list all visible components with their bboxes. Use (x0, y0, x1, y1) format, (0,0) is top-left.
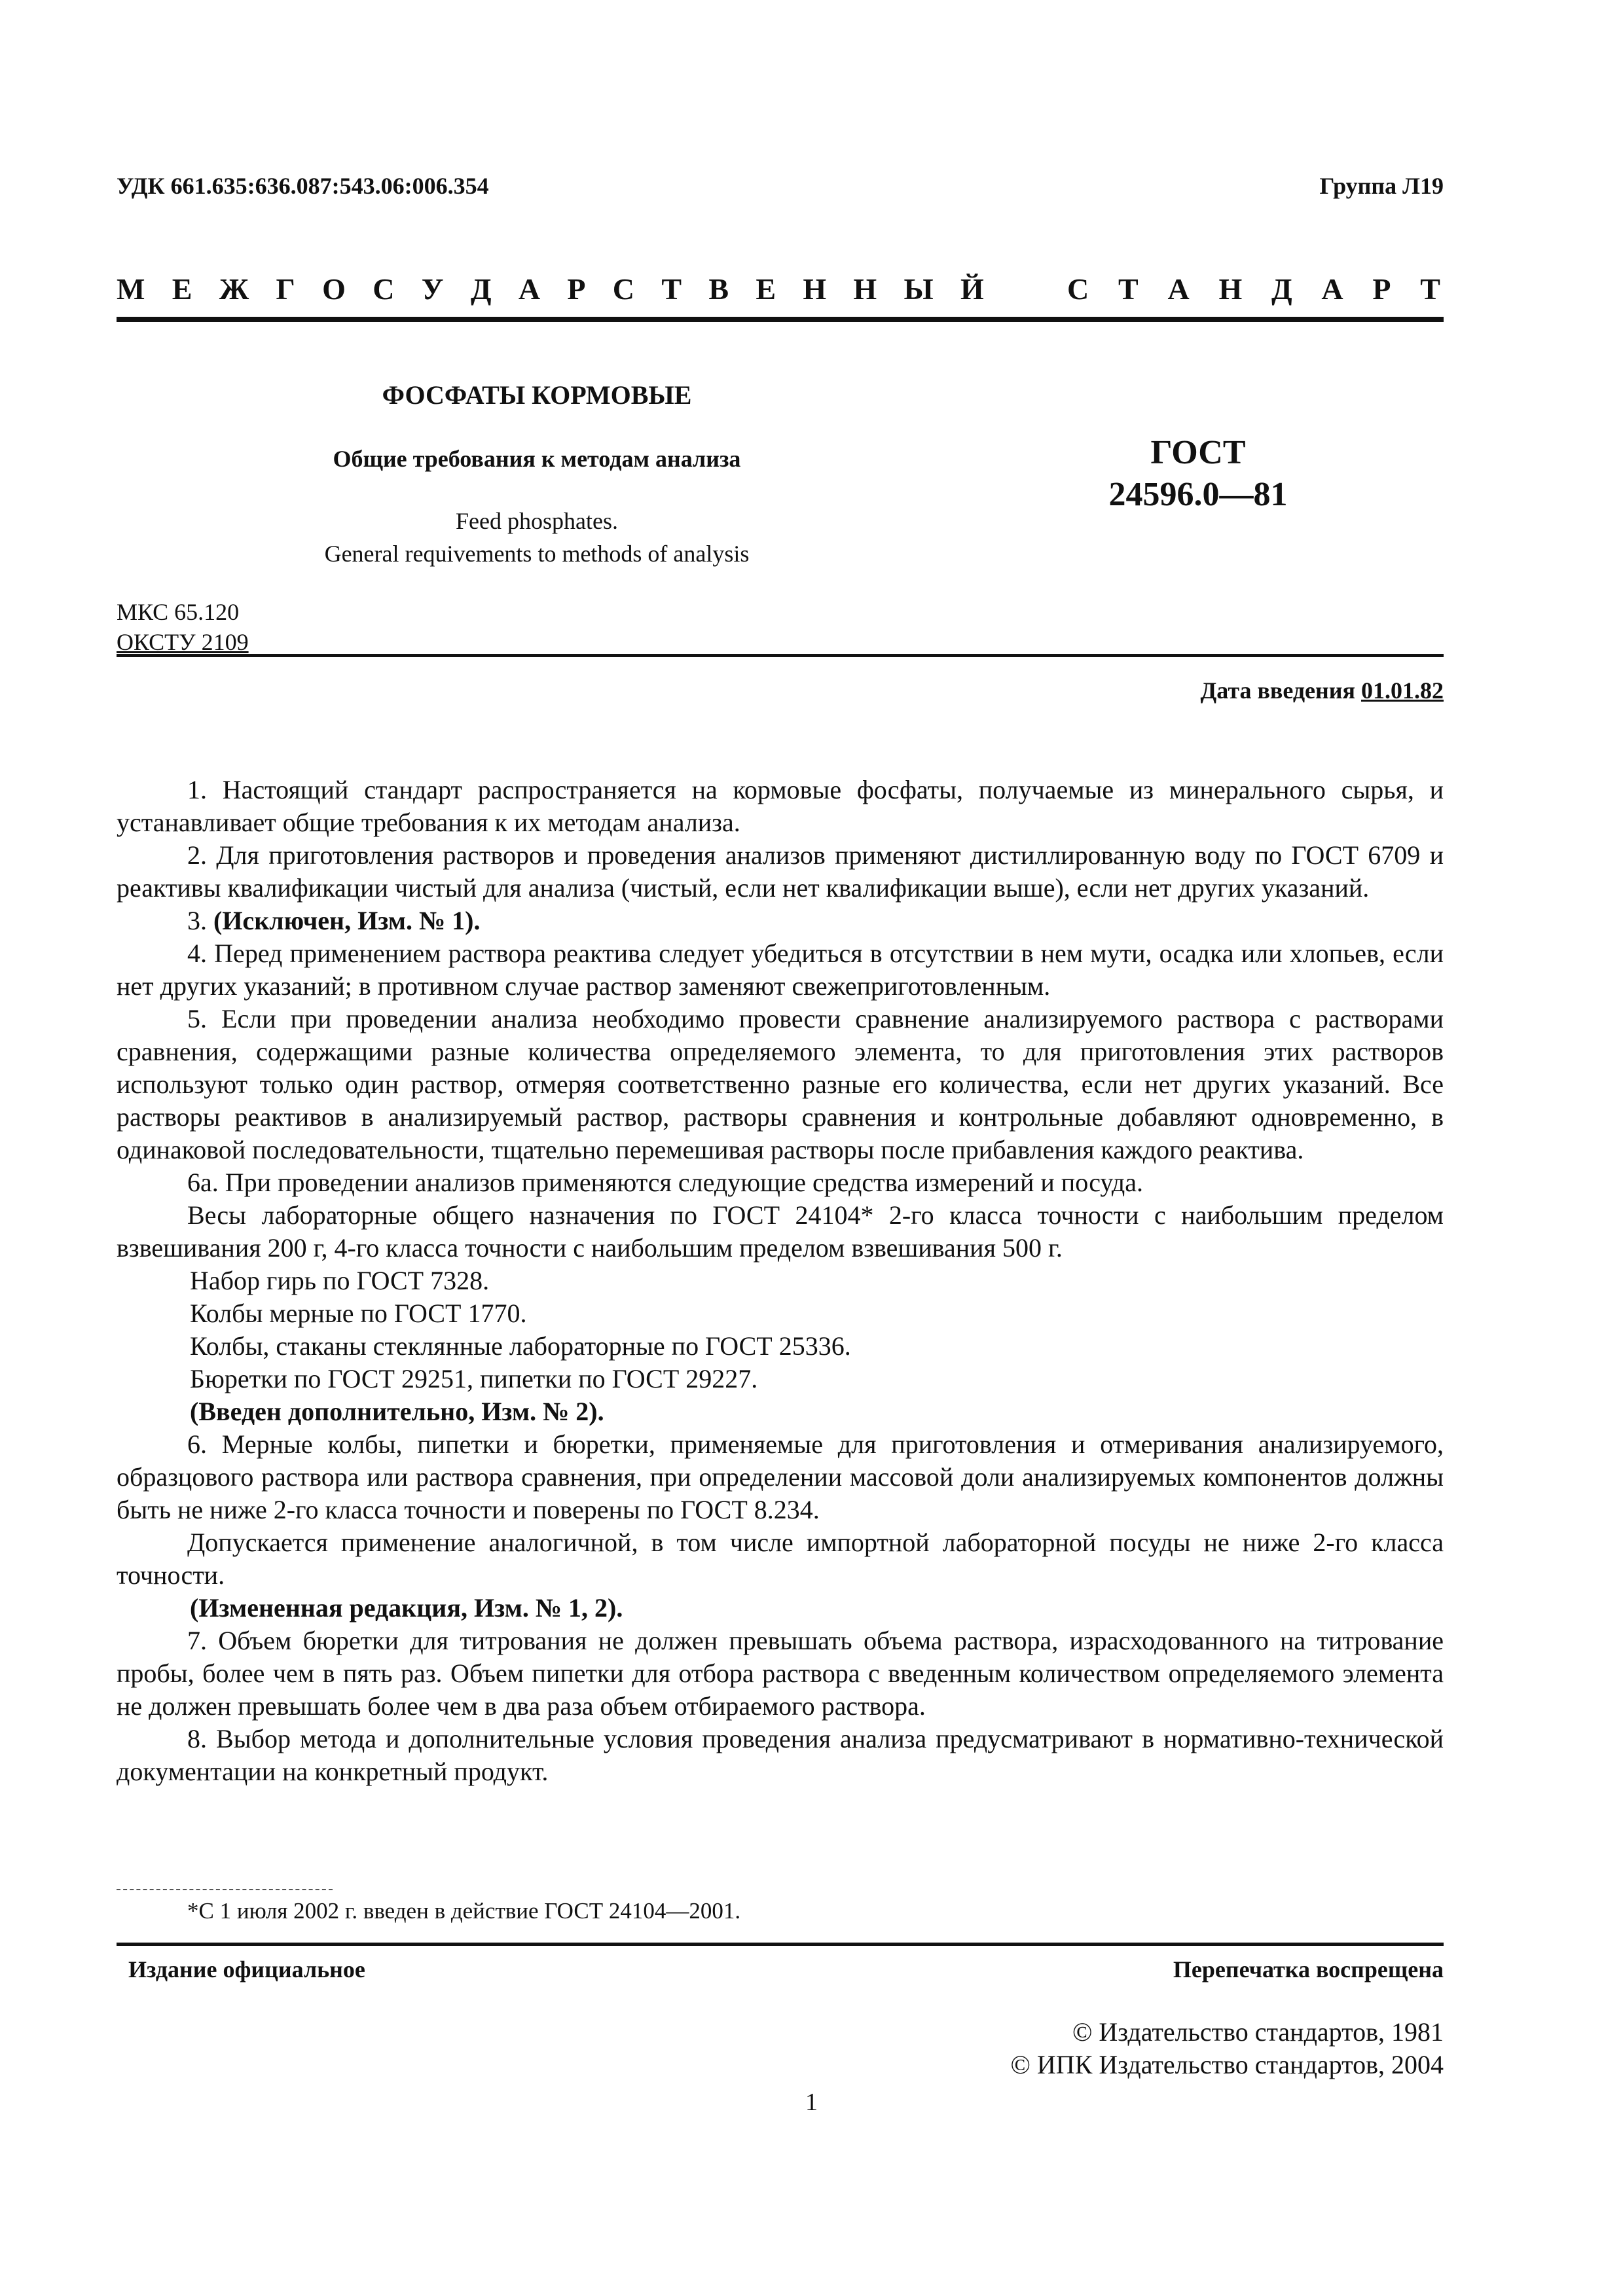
paragraph-5: 5. Если при проведении анализа необходимо провести сравнение анализируемого раствора с растворами сравнения, содержащими разные количества определяемого элемента, то для приготовления этих растворов используют только один раствор, отмеряя соответственно разные его количества, если нет других указаний. Все растворы реактивов в анализируемый раствор, растворы сравнения и контрольные добавляют одновременно, в одинаковой последовательности, тщательно перемешивая растворы после прибавления каждого реактива. (117, 1004, 1444, 1164)
copyright-block (1011, 2016, 1444, 2081)
amendment-note-1-2: (Измененная редакция, Изм. № 1, 2). (190, 1593, 623, 1623)
document-body (117, 774, 1444, 1788)
paragraph-2: 2. Для приготовления растворов и проведения анализов применяют дистиллированную воду по ГОСТ 6709 и реактивы квалификации чистый для анализа (чистый, если нет квалификации выше), если нет других указаний. (117, 840, 1444, 903)
okstu-code: ОКСТУ 2109 (117, 629, 249, 655)
paragraph-7: 7. Объем бюретки для титрования не должен превышать объема раствора, израсходованного на титрование пробы, более чем в пять раз. Объем пипетки для отбора раствора с введенным количеством определяемого элемента не должен превышать более чем в два раза объем отбираемого раствора. (117, 1626, 1444, 1721)
gost-designation (1048, 432, 1349, 516)
copyright-line-2: © ИПК Издательство стандартов, 2004 (1010, 2050, 1444, 2079)
document-subtitle: Общие требования к методам анализа (333, 446, 741, 472)
paragraph-6-allowed: Допускается применение аналогичной, в том числе импортной лабораторной посуды не ниже 2-го класса точности. (117, 1528, 1444, 1590)
paragraph-1: 1. Настоящий стандарт распространяется на кормовые фосфаты, получаемые из минерального сырья, и устанавливает общие требования к их методам анализа. (117, 775, 1444, 837)
introduction-date (1201, 677, 1444, 704)
english-title-line-1: Feed phosphates. (456, 508, 618, 534)
paragraph-8: 8. Выбор метода и дополнительные условия проведения анализа предусматривают в нормативно-технической документации на конкретный продукт. (117, 1724, 1444, 1786)
mks-code: МКС 65.120 (117, 599, 240, 625)
footer-rule (117, 1943, 1444, 1946)
paragraph-6a: 6а. При проведении анализов применяются следующие средства измерений и посуда. (187, 1168, 1144, 1197)
gost-number: 24596.0—81 (1108, 476, 1288, 513)
date-value: 01.01.82 (1361, 677, 1444, 704)
heading-word-2: С Т А Н Д А Р Т (1067, 272, 1444, 306)
document-title: ФОСФАТЫ КОРМОВЫЕ (382, 380, 692, 410)
footnote-separator (117, 1889, 333, 1890)
paragraph-6: 6. Мерные колбы, пипетки и бюретки, применяемые для приготовления и отмеривания анализируемого, образцового раствора или раствора сравнения, при определении массовой доли анализируемых компонентов должны быть не ниже 2-го класса точности и поверены по ГОСТ 8.234. (117, 1429, 1444, 1524)
codes-rule (117, 654, 1444, 657)
reprint-notice: Перепечатка воспрещена (1173, 1956, 1444, 1982)
list-item-burettes: Бюретки по ГОСТ 29251, пипетки по ГОСТ 29227. (190, 1364, 758, 1393)
heading-word-1: М Е Ж Г О С У Д А Р С Т В Е Н Н Ы Й (117, 272, 987, 306)
english-title-line-2: General requivements to methods of analysis (324, 541, 750, 567)
paragraph-4: 4. Перед применением раствора реактива следует убедиться в отсутствии в нем мути, осадка или хлопьев, если нет других указаний; в противном случае раствор заменяют свежеприготовленным. (117, 939, 1444, 1001)
list-item-weights: Набор гирь по ГОСТ 7328. (190, 1266, 490, 1295)
footnote: *С 1 июля 2002 г. введен в действие ГОСТ 24104—2001. (187, 1898, 741, 1924)
official-edition-label: Издание официальное (128, 1956, 365, 1982)
page-number: 1 (805, 2089, 818, 2116)
header-rule (117, 317, 1444, 322)
amendment-note-2: (Введен дополнительно, Изм. № 2). (190, 1397, 604, 1426)
date-label: Дата введения (1200, 677, 1355, 704)
list-item-glasses: Колбы, стаканы стеклянные лабораторные по ГОСТ 25336. (190, 1331, 851, 1361)
gost-label: ГОСТ (1150, 434, 1246, 471)
udk-code: УДК 661.635:636.087:543.06:006.354 (117, 173, 489, 199)
copyright-line-1: © Издательство стандартов, 1981 (1072, 2017, 1444, 2047)
paragraph-6a-scales: Весы лабораторные общего назначения по ГОСТ 24104* 2-го класса точности с наибольшим пределом взвешивания 200 г, 4-го класса точности с наибольшим пределом взвешивания 500 г. (117, 1200, 1444, 1263)
list-item-flasks: Колбы мерные по ГОСТ 1770. (190, 1299, 527, 1328)
classification-codes (117, 597, 249, 657)
group-code: Группа Л19 (1319, 173, 1444, 199)
paragraph-3: 3. (Исключен, Изм. № 1). (187, 906, 481, 935)
interstate-standard-heading (117, 272, 1444, 306)
